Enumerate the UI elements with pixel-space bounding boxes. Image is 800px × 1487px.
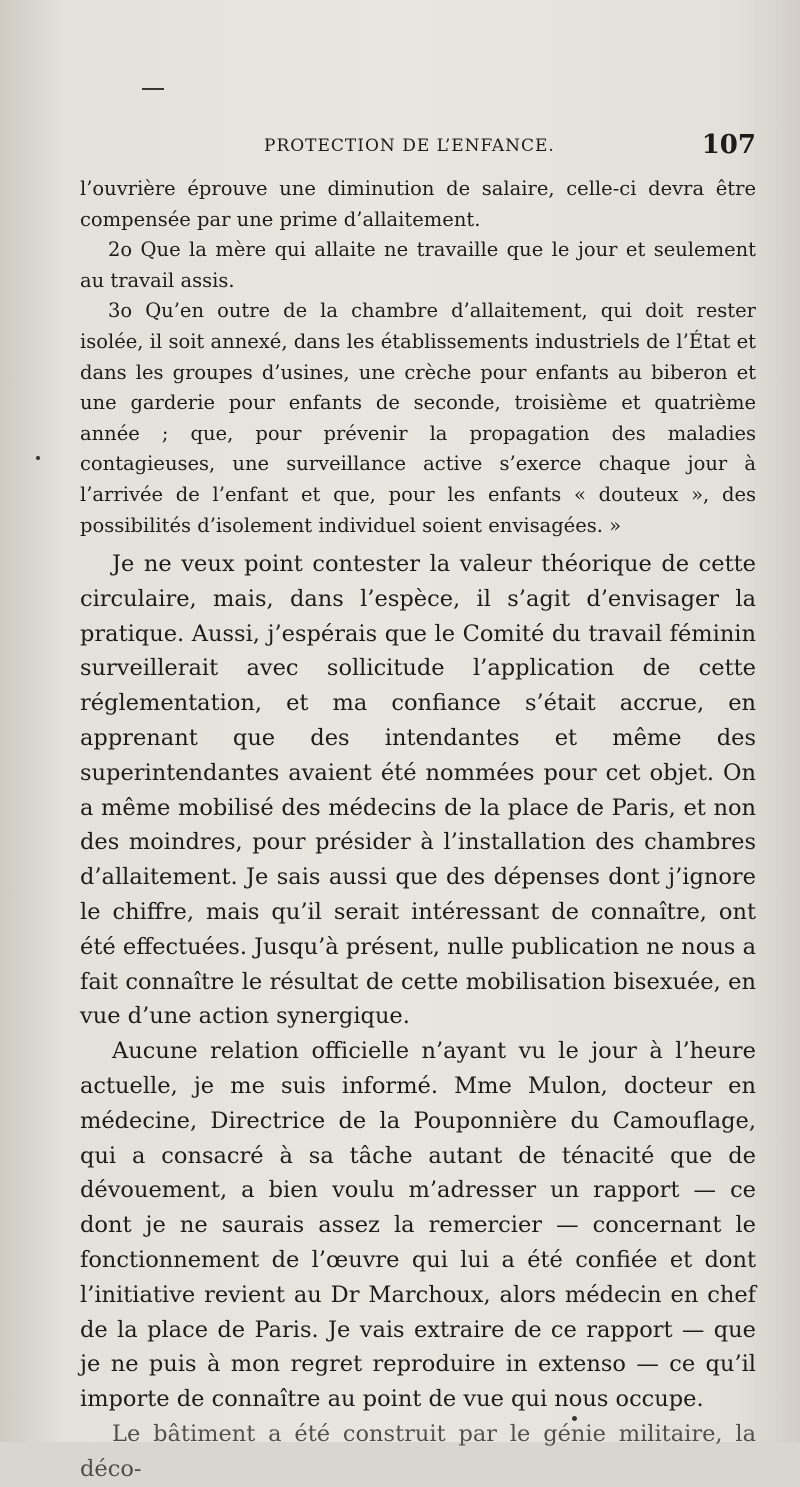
body-paragraph: Aucune relation officielle n’ayant vu le jour à l’heure actuelle, je me suis informé. Mme Mulon, docteur en médecine, Directrice de la Pouponnière du Camouflage, qui a consacré à sa tâche autant de ténacité que de dévouement, a bien voulu m’adresser un rapport — ce dont je ne saurais assez la remercier — concernant le fonctionnement de l’œuvre qui lui a été confiée et dont l’initiative revient au Dr Marchoux, alors médecin en chef de la place de Paris. Je vais extraire de ce rapport — que je ne puis à mon regret reproduire in extenso — ce qu’il importe de connaître au point de vue qui nous occupe.	[80, 1038, 756, 1413]
quoted-circular-text	[80, 174, 756, 541]
margin-dot	[36, 456, 40, 460]
page-header	[80, 130, 756, 166]
quote-paragraph: l’ouvrière éprouve une diminution de salaire, celle-ci devra être compensée par une prime d’allaitement.	[80, 177, 756, 231]
quote-paragraph: 2o Que la mère qui allaite ne travaille que le jour et seulement au travail assis.	[80, 238, 756, 292]
body-paragraph: Je ne veux point contester la valeur théorique de cette circulaire, mais, dans l’espèce, il s’agit d’envisager la pratique. Aussi, j’espérais que le Comité du travail féminin surveillerait avec sollicitude l’application de cette réglementation, et ma confiance s’était accrue, en apprenant que des intendantes et même des superintendantes avaient été nommées pour cet objet. On a même mobilisé des médecins de la place de Paris, et non des moindres, pour présider à l’installation des chambres d’allaitement. Je sais aussi que des dépenses dont j’ignore le chiffre, mais qu’il serait intéressant de connaître, ont été effectuées. Jusqu’à présent, nulle publication ne nous a fait connaître le résultat de cette mobilisation bisexuée, en vue d’une action synergique.	[80, 551, 756, 1030]
body-paragraph-partial: Le bâtiment a été construit par le génie militaire, la déco-	[80, 1420, 756, 1482]
running-title: PROTECTION DE L’ENFANCE.	[264, 136, 555, 156]
bottom-dot-mark	[572, 1416, 577, 1421]
quote-paragraph: 3o Qu’en outre de la chambre d’allaitement, qui doit rester isolée, il soit annexé, dans les établissements industriels de l’État et dans les groupes d’usines, une crèche pour enfants au biberon et une garderie pour enfants de seconde, troisième et quatrième année ; que, pour prévenir la propagation des maladies contagieuses, une surveillance active s’exerce chaque jour à l’arrivée de l’enfant et que, pour les enfants « douteux », des possibilités d’isolement individuel soient envisagées. »	[80, 299, 756, 537]
top-dash-mark	[142, 88, 164, 90]
main-body-text	[80, 547, 756, 1487]
page-number: 107	[701, 130, 756, 160]
